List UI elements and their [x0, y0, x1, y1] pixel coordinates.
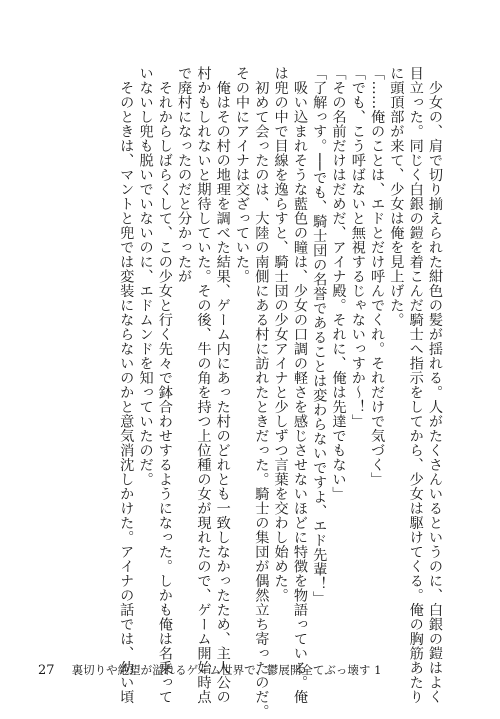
page-footer: [38, 662, 381, 678]
text-line: いないし兜も脱いでいないのに、エドムンドを知っていたのだ。: [137, 66, 154, 487]
text-line: は兜の中で目線を逸らすと、騎士団の少女アイナと少しずつ言葉を交わし始めた。: [272, 66, 289, 603]
text-line: で廃村になったのだと分かったが: [176, 66, 193, 284]
text-line: 吸い込まれそうな藍色の瞳は、少女の口調の軽さを感じさせないほどに特徴を物語っている。俺: [291, 66, 308, 704]
text-line: その中にアイナは交ざっていた。: [234, 66, 251, 284]
text-line: 「了解っす。──でも、騎士団の名誉であることは変わらないですよ、エド先輩！」: [311, 66, 328, 606]
text-line: そのときは、マントと兜では変装にならないのかと意気消沈しかけた。アイナの話では、幼い頃: [118, 66, 135, 704]
text-line: 「……俺のことは、エドとだけ呼んでくれ。それだけで気づく」: [369, 66, 386, 487]
text-line: 少女の、肩で切り揃えられた紺色の髪が揺れる。人がたくさんいるというのに、白銀の鎧はよく: [427, 66, 443, 704]
running-title: 裏切りや絶望が溢れるゲーム世界で、鬱展開全てぶっ壊す 1: [71, 663, 382, 677]
text-line: に頭頂部が来て、少女は俺を見上げた。: [388, 66, 405, 327]
text-line: それからしばらくして、この少女と行く先々で鉢合わせするようになった。しかも俺は名乗って: [156, 66, 173, 704]
page-number: 27: [38, 663, 55, 678]
text-line: 初めて会ったのは、大陸の南側にある村に訪れたときだった。騎士の集団が偶然立ち寄ったのだ。: [253, 66, 270, 719]
text-line: 「その名前だけはだめだ、アイナ殿。それに、俺は先達でもない」: [330, 66, 347, 501]
text-line: 村かもしれないと期待していた。その後、牛の角を持つ上位種の女が現れたので、ゲーム開始時点: [195, 66, 212, 704]
text-line: 「でも、こう呼ばないと無視するじゃないっすか～！」: [349, 66, 366, 429]
text-line: 目立った。同じく白銀の鎧を着こんだ騎士へ指示をしてから、少女は駆けてくる。俺の胸筋あたり: [407, 66, 424, 704]
text-line: 俺はその村の地理を調べた結果、ゲーム内にあった村のどれとも一致しなかったため、主人公の: [214, 66, 231, 704]
